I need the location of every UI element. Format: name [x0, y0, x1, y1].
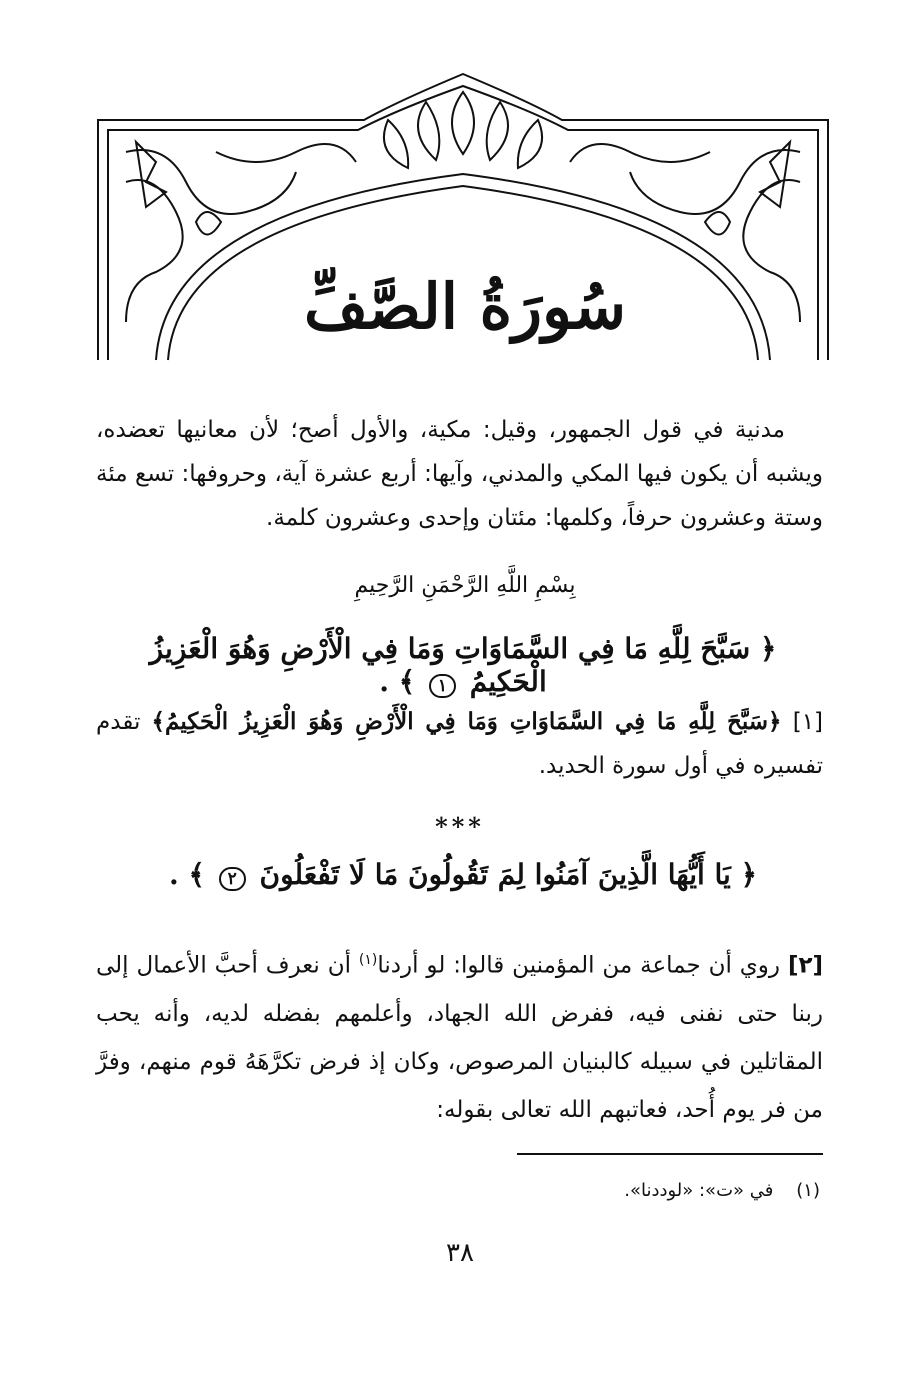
verse-text: يَا أَيُّهَا الَّذِينَ آمَنُوا لِمَ تَقُولُونَ مَا لَا تَفْعَلُونَ [259, 858, 731, 891]
page-number: ٣٨ [446, 1238, 474, 1268]
basmala: بِسْمِ اللَّهِ الرَّحْمَنِ الرَّحِيمِ [354, 573, 576, 598]
tafsir-quote: ﴿سَبَّحَ لِلَّهِ مَا فِي السَّمَاوَاتِ وَمَا فِي الْأَرْضِ وَهُوَ الْعَزِيزُ الْحَكِيمُ﴾ [151, 708, 782, 735]
tafsir-text: تقدم تفسيره في أول سورة الحديد. [96, 709, 823, 779]
verse-number-marker: ١ [429, 674, 456, 698]
tafsir-ref: [٢] [787, 952, 824, 979]
tafsir-text-after: أن نعرف أحبَّ الأعمال إلى ربنا حتى نفنى فيه، ففرض الله الجهاد، وأعلمهم بفضله لديه، وأنه يحب المقاتلين في سبيله كالبنيان المرصوص، وكان إذ فرض تكرَّهَهُ قوم منهم، وفرَّ من فر يوم أُحد، فعاتبهم الله تعالى بقوله: [96, 952, 823, 1123]
verse-open-bracket: ﴿ [740, 858, 757, 891]
footnote-reference[interactable]: (١) [358, 952, 378, 968]
footnote-divider [517, 1153, 823, 1155]
verse-text: سَبَّحَ لِلَّهِ مَا فِي السَّمَاوَاتِ وَمَا فِي الْأَرْضِ وَهُوَ الْعَزِيزُ الْحَكِيمُ [149, 632, 751, 698]
surah-introduction: مدنية في قول الجمهور، وقيل: مكية، والأول أصح؛ لأن معانيها تعضده، ويشبه أن يكون فيها المكي والمدني، وآيها: أربع عشرة آية، وحروفها: تسع مئة وستة وعشرون حرفاً، وكلمها: مئتان وإحدى وعشرون كلمة. [96, 417, 823, 531]
tafsir-paragraph-2 [96, 936, 823, 1134]
verse-number-marker: ٢ [219, 867, 246, 891]
tafsir-text-before: روي أن جماعة من المؤمنين قالوا: لو أردنا [377, 952, 781, 979]
footnote-text: في «ت»: «لوددنا». [624, 1180, 774, 1201]
section-separator: *** [435, 812, 485, 841]
footnote [300, 1180, 820, 1201]
surah-title: سُورَةُ الصَّفِّ [303, 270, 627, 343]
footnote-number: (١) [796, 1180, 820, 1201]
verse-1 [110, 632, 816, 698]
tafsir-ref: [١] [792, 709, 824, 735]
verse-open-bracket: ﴿ [759, 632, 777, 665]
verse-close-bracket: ﴾ . [379, 665, 416, 698]
verse-close-bracket: ﴾ . [168, 858, 205, 891]
tafsir-paragraph-1 [96, 700, 823, 788]
verse-2 [110, 858, 816, 891]
